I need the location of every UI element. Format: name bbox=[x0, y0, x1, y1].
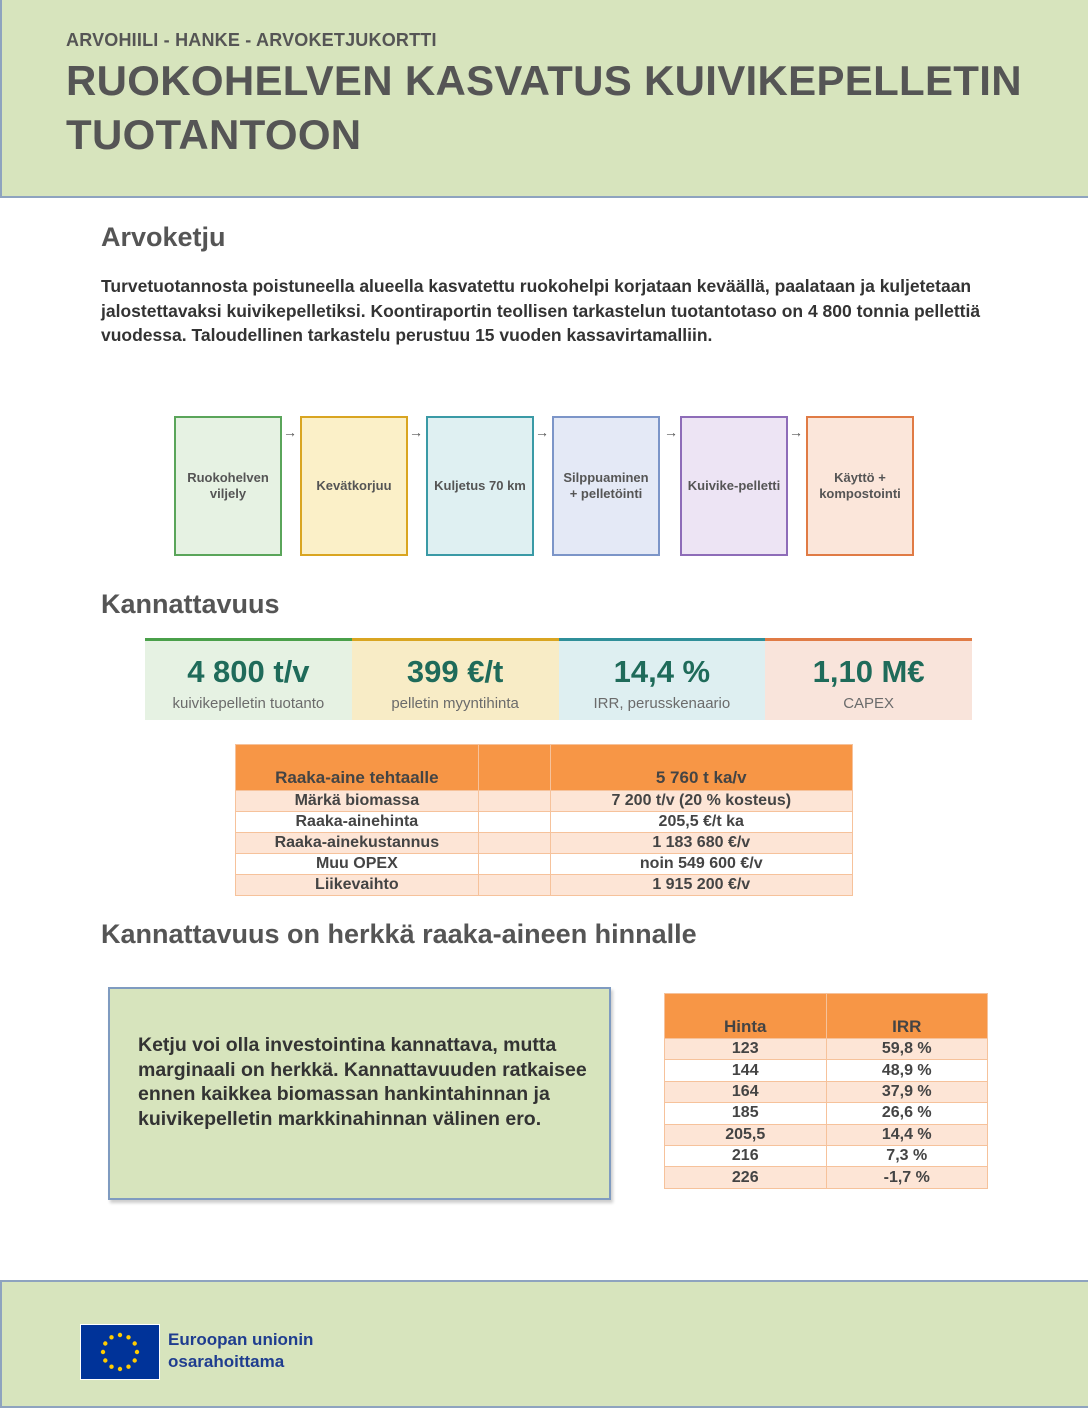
table-cell bbox=[478, 854, 550, 875]
table-cell: 164 bbox=[665, 1081, 827, 1102]
kpi-value: 399 €/t bbox=[406, 654, 504, 689]
arrow-right-icon: → bbox=[535, 424, 549, 440]
eu-funding-line: Euroopan unionin bbox=[168, 1330, 314, 1349]
kpi-card bbox=[352, 638, 559, 720]
table-row bbox=[236, 833, 853, 854]
table-header-cell: Raaka-aine tehtaalle bbox=[236, 745, 479, 791]
table-header-row bbox=[665, 994, 988, 1039]
table-row bbox=[665, 1081, 988, 1102]
table-cell: 205,5 €/t ka bbox=[550, 812, 852, 833]
table-cell bbox=[478, 833, 550, 854]
kpi-card bbox=[145, 638, 352, 720]
eu-funding-line: osarahoittama bbox=[168, 1352, 285, 1371]
eu-flag-icon bbox=[80, 1324, 160, 1380]
table-header-cell: 5 760 t ka/v bbox=[550, 745, 852, 791]
arrow-right-icon: → bbox=[789, 424, 803, 440]
kpi-value: 4 800 t/v bbox=[187, 654, 310, 689]
kpi-value: 1,10 M€ bbox=[812, 654, 925, 689]
kpi-label: kuivikepelletin tuotanto bbox=[172, 695, 325, 712]
table-cell: 185 bbox=[665, 1103, 827, 1124]
table-header-cell bbox=[478, 745, 550, 791]
chain-step bbox=[806, 416, 914, 556]
table-header-cell: IRR bbox=[826, 994, 987, 1039]
table-cell: 48,9 % bbox=[826, 1060, 987, 1081]
table-cell: 205,5 bbox=[665, 1124, 827, 1145]
table-row bbox=[665, 1103, 988, 1124]
table-cell bbox=[478, 812, 550, 833]
table-cell: 226 bbox=[665, 1167, 827, 1188]
table-cell: 59,8 % bbox=[826, 1039, 987, 1060]
kpi-card bbox=[765, 638, 972, 720]
table-row bbox=[665, 1060, 988, 1081]
table-cell: Liikevaihto bbox=[236, 875, 479, 896]
table-row bbox=[665, 1167, 988, 1188]
table-cell: -1,7 % bbox=[826, 1167, 987, 1188]
chain-step-label: Kuljetus 70 km bbox=[434, 478, 526, 493]
table-cell: 216 bbox=[665, 1145, 827, 1166]
table-cell: 7 200 t/v (20 % kosteus) bbox=[550, 791, 852, 812]
value-chain-diagram bbox=[174, 416, 916, 556]
table-cell: 123 bbox=[665, 1039, 827, 1060]
table-cell: 14,4 % bbox=[826, 1124, 987, 1145]
chain-step bbox=[174, 416, 282, 556]
table-row bbox=[236, 854, 853, 875]
arrow-right-icon: → bbox=[283, 424, 297, 440]
table-cell: 7,3 % bbox=[826, 1145, 987, 1166]
table-cell: Raaka-ainehinta bbox=[236, 812, 479, 833]
table-row bbox=[665, 1124, 988, 1145]
table-cell bbox=[478, 791, 550, 812]
key-message-box: Ketju voi olla investointina kannattava, mutta marginaali on herkkä. Kannattavuuden ratkaisee ennen kaikkea biomassan hankintahinnan ja kuivikepelletin markkinahinnan välinen ero. bbox=[108, 987, 611, 1200]
kpi-label: CAPEX bbox=[843, 695, 895, 712]
chain-step bbox=[300, 416, 408, 556]
chain-step bbox=[552, 416, 660, 556]
kpi-label: IRR, perusskenaario bbox=[593, 695, 731, 712]
table-cell bbox=[478, 875, 550, 896]
sensitivity-table bbox=[664, 993, 988, 1189]
kpi-label: pelletin myyntihinta bbox=[391, 695, 519, 712]
arrow-right-icon: → bbox=[409, 424, 423, 440]
table-cell: 1 915 200 €/v bbox=[550, 875, 852, 896]
table-cell: 37,9 % bbox=[826, 1081, 987, 1102]
chain-step bbox=[426, 416, 534, 556]
table-cell: Raaka-ainekustannus bbox=[236, 833, 479, 854]
kpi-card bbox=[559, 638, 766, 720]
table-row bbox=[236, 875, 853, 896]
chain-step-label: Silppuaminen + pelletöinti bbox=[563, 470, 649, 501]
arrow-right-icon: → bbox=[664, 424, 678, 440]
table-row bbox=[665, 1145, 988, 1166]
chain-step-label: Käyttö + kompostointi bbox=[819, 470, 901, 501]
chain-step-label: Kevätkorjuu bbox=[316, 478, 392, 493]
chain-step-label: Kuivike-pelletti bbox=[687, 478, 781, 493]
table-header-row bbox=[236, 745, 853, 791]
table-header-cell: Hinta bbox=[665, 994, 827, 1039]
kpi-row bbox=[145, 638, 972, 720]
kpi-value: 14,4 % bbox=[613, 654, 711, 689]
table-row bbox=[236, 791, 853, 812]
table-cell: 26,6 % bbox=[826, 1103, 987, 1124]
table-cell: Märkä biomassa bbox=[236, 791, 479, 812]
section-heading-value-chain: Arvoketju bbox=[101, 222, 226, 252]
chain-step bbox=[680, 416, 788, 556]
chain-step-label: Ruokohelven viljely bbox=[187, 470, 269, 501]
table-cell: noin 549 600 €/v bbox=[550, 854, 852, 875]
section-heading-profitability: Kannattavuus bbox=[101, 589, 280, 619]
footer-band bbox=[0, 1280, 1088, 1408]
header-band bbox=[0, 0, 1088, 198]
intro-paragraph: Turvetuotannosta poistuneella alueella kasvatettu ruokohelpi korjataan keväällä, paalataan ja kuljetetaan jalostettavaksi kuivikepelletiksi. Koontiraportin teollisen tarkastelun tuotantotaso on 4 800 tonnia pellettiä vuodessa. Taloudellinen tarkastelu perustuu 15 vuoden kassavirtamalliin. bbox=[101, 276, 981, 345]
table-cell: 1 183 680 €/v bbox=[550, 833, 852, 854]
table-row bbox=[236, 812, 853, 833]
eu-funding-text bbox=[168, 1329, 313, 1373]
table-cell: Muu OPEX bbox=[236, 854, 479, 875]
table-row bbox=[665, 1039, 988, 1060]
table-cell: 144 bbox=[665, 1060, 827, 1081]
document-kicker: ARVOHIILI - HANKE - ARVOKETJUKORTTI bbox=[66, 30, 437, 50]
section-heading-sensitivity: Kannattavuus on herkkä raaka-aineen hinnalle bbox=[101, 919, 697, 949]
page-title: RUOKOHELVEN KASVATUS KUIVIKEPELLETIN TUOTANTOON bbox=[66, 57, 1022, 158]
feedstock-table bbox=[235, 744, 853, 896]
